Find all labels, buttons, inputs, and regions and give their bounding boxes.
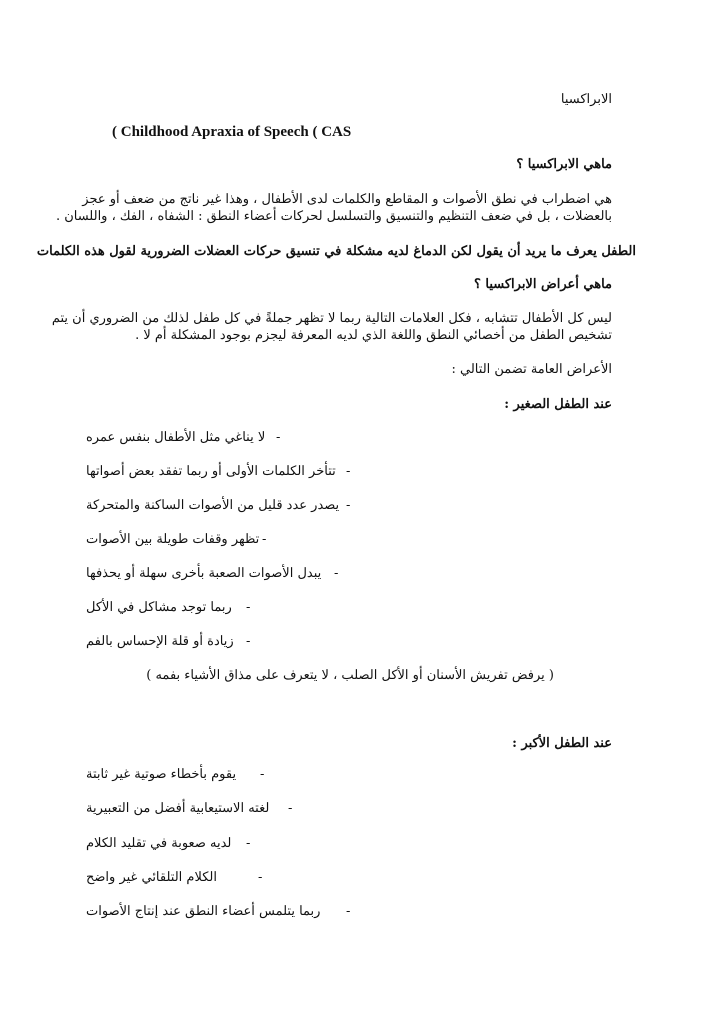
list-item: تتأخر الكلمات الأولى أو ربما تفقد بعض أصواتها [86, 464, 336, 479]
list-item: الكلام التلقائي غير واضح [86, 870, 217, 885]
list-item: زيادة أو قلة الإحساس بالفم [86, 634, 234, 649]
definition-line-2: بالعضلات ، بل في ضعف التنظيم والتنسيق والتسلسل لحركات أعضاء النطق : الشفاه ، الفك ، واللسان . [55, 209, 612, 224]
older-child-heading: عند الطفل الأكبر : [512, 736, 612, 751]
general-symptoms-label: الأعراض العامة تضمن التالي : [451, 362, 612, 377]
young-child-note: ( يرفض تفريش الأسنان أو الأكل الصلب ، لا يتعرف على مذاق الأشياء بفمه ) [146, 668, 554, 683]
symptoms-intro-line-1: ليس كل الأطفال تتشابه ، فكل العلامات التالية ربما لا تظهر جملةً في كل طفل لذلك من الضروري أن يتم [51, 311, 612, 326]
key-statement: الطفل يعرف ما يريد أن يقول لكن الدماغ لديه مشكلة في تنسيق حركات العضلات الضرورية لقول هذه الكلمات [36, 244, 636, 259]
symptoms-intro-line-2: تشخيص الطفل من أخصائي النطق واللغة الذي لديه المعرفة ليجزم بوجود المشكلة أم لا . [135, 328, 612, 343]
list-item: ربما يتلمس أعضاء النطق عند إنتاج الأصوات [86, 904, 321, 919]
question-what-is-apraxia: ماهي الابراكسيا ؟ [516, 157, 612, 172]
definition-line-1: هي اضطراب في نطق الأصوات و المقاطع والكلمات لدى الأطفال ، وهذا غير ناتج من ضعف أو عجز [82, 192, 612, 207]
list-dash: - [262, 532, 267, 547]
list-dash: - [246, 634, 251, 649]
list-item: يبدل الأصوات الصعبة بأخرى سهلة أو يحذفها [86, 566, 322, 581]
list-item: ربما توجد مشاكل في الأكل [86, 600, 232, 615]
list-item: يصدر عدد قليل من الأصوات الساكنة والمتحركة [86, 498, 340, 513]
list-item: تظهر وقفات طويلة بين الأصوات [86, 532, 260, 547]
list-dash: - [260, 767, 265, 782]
list-item: لغته الاستيعابية أفضل من التعبيرية [86, 801, 270, 816]
list-dash: - [288, 801, 293, 816]
list-item: يقوم بأخطاء صوتية غير ثابتة [86, 767, 237, 782]
list-dash: - [334, 566, 339, 581]
young-child-heading: عند الطفل الصغير : [504, 397, 612, 412]
list-dash: - [246, 836, 251, 851]
list-dash: - [246, 600, 251, 615]
list-item: لديه صعوبة في تقليد الكلام [86, 836, 232, 851]
list-dash: - [346, 498, 351, 513]
question-symptoms: ماهي أعراض الابراكسيا ؟ [473, 277, 612, 292]
list-dash: - [346, 904, 351, 919]
document-title: الابراكسيا [560, 92, 612, 107]
list-item: لا يناغي مثل الأطفال بنفس عمره [86, 430, 266, 445]
list-dash: - [276, 430, 281, 445]
list-dash: - [346, 464, 351, 479]
list-dash: - [258, 870, 263, 885]
document-subtitle: ( Childhood Apraxia of Speech ( CAS [112, 124, 352, 140]
